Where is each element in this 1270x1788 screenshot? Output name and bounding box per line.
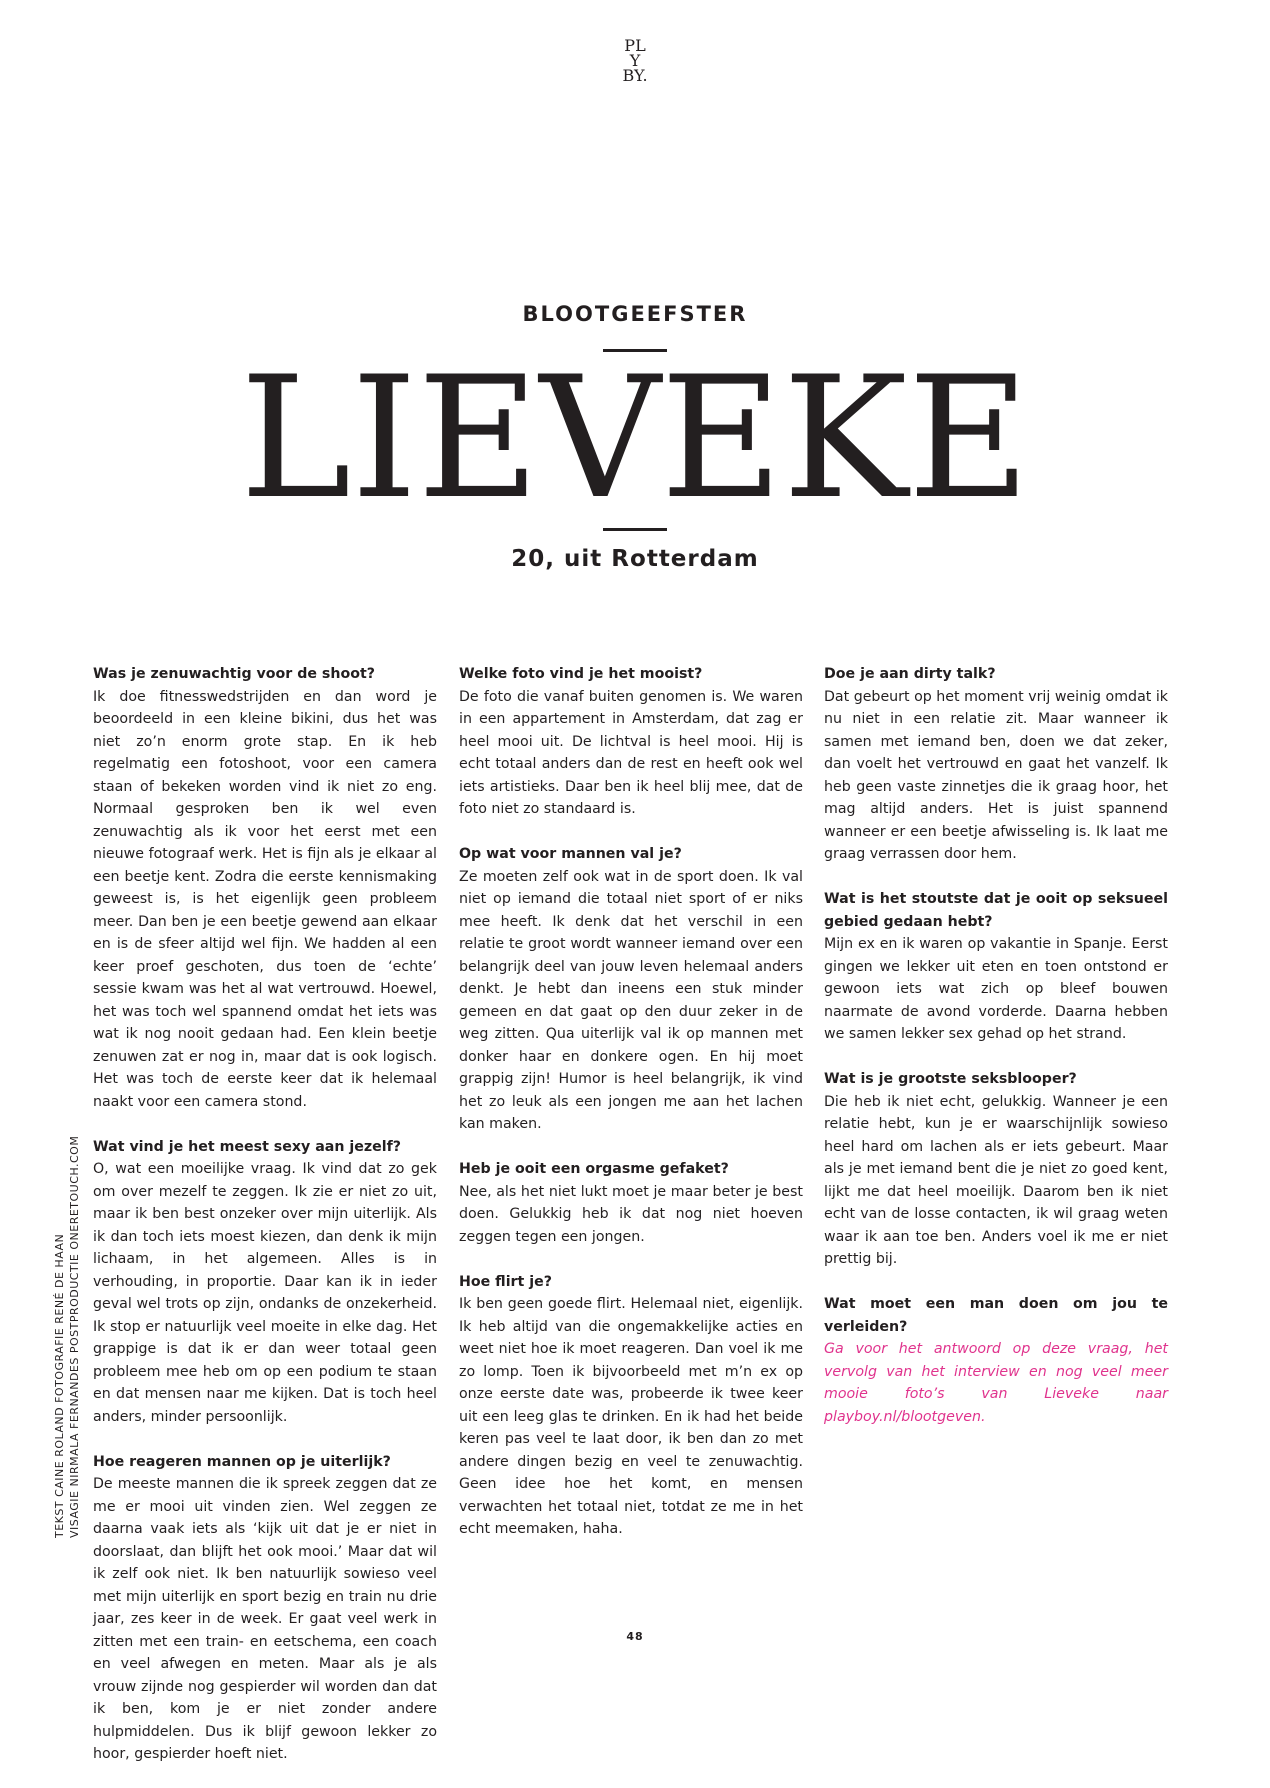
answer: O, wat een moeilijke vraag. Ik vind dat zo gek om over mezelf te zeggen. Ik zie er niet zo uit, maar ik ben best onzeker over mijn uiterlijk. Als ik dan toch iets moest kiezen, dan denk ik mijn lichaam, in het algemeen. Alles is in verhouding, in proportie. Daar kan ik in ieder geval wel trots op zijn, ondanks de onzekerheid. Ik stop er natuurlijk veel moeite in elke dag. Het grappige is dat ik er dan weer totaal geen probleem mee heb om op een podium te staan en dat mensen naar me kijken. Dat is toch heel anders, minder persoonlijk. [93, 1161, 437, 1425]
title-svg [0, 348, 1270, 518]
answer: Nee, als het niet lukt moet je maar beter je best doen. Gelukkig heb ik dat nog niet hoeven zeggen tegen een jongen. [459, 1183, 803, 1245]
qa-block [93, 663, 437, 1113]
page-title [0, 348, 1270, 518]
question: Hoe reageren mannen op je uiterlijk? [93, 1453, 391, 1470]
question: Wat moet een man doen om jou te verleiden? [824, 1296, 1168, 1335]
credits-line-2: VISAGIE NIRMALA FERNANDES POSTPRODUCTIE ONERETOUCH.COM [68, 1135, 81, 1538]
page-subtitle: 20, uit Rotterdam [511, 546, 759, 572]
answer: Ik doe fitnesswedstrijden en dan word je beoordeeld in een kleine bikini, dus het was niet zo’n enorm grote stap. En ik heb regelmatig een fotoshoot, voor een camera staan of bekeken worden vind ik niet zo eng. Normaal gesproken ben ik wel even zenuwachtig als ik voor het eerst met een nieuwe fotograaf werk. Het is fijn als je elkaar al een beetje kent. Zodra die eerste kennismaking geweest is, is het eigenlijk geen probleem meer. Dan ben je een beetje gewend aan elkaar en is de sfeer altijd wel fijn. We hadden al een keer proef geschoten, dus toen de ‘echte’ sessie kwam was het al wat vertrouwd. Hoewel, het was toch wel spannend omdat het iets was wat ik nog nooit gedaan had. Een klein beetje zenuwen zat er nog in, maar dat is ook logisch. Het was toch de eerste keer dat ik helemaal naakt voor een camera stond. [93, 688, 437, 1110]
answer: De meeste mannen die ik spreek zeggen dat ze me er mooi uit vinden zien. Wel zeggen ze daarna vaak iets als ‘kijk uit dat je er niet in doorslaat, dan blijft het ook mooi.’ Maar dat wil ik zelf ook niet. Ik ben natuurlijk sowieso veel met mijn uiterlijk en sport bezig en train nu drie jaar, zes keer in de week. Er gaat veel werk in zitten met een train- en eetschema, een coach en veel afwegen en meten. Maar als je als vrouw zijnde nog gespierder wil worden dan dat ik ben, kom je er niet zonder andere hulpmiddelen. Dus ik blijf gewoon lekker zo hoor, gespierder hoeft niet. [93, 1476, 437, 1762]
qa-block [459, 1158, 803, 1248]
article-column-3 [824, 663, 1168, 1451]
question: Wat is je grootste seksblooper? [824, 1071, 1077, 1087]
answer: Dat gebeurt op het moment vrij weinig omdat ik nu niet in een relatie zit. Maar wanneer ik samen met iemand ben, doen we dat zeker, dan voelt het vertrouwd en gaat het vanzelf. Ik heb geen vaste zinnetjes die ik graag hoor, het mag altijd anders. Het is juist spannend wanneer er een beetje afwisseling is. Ik laat me graag verrassen door hem. [824, 688, 1168, 862]
question: Op wat voor mannen val je? [459, 846, 682, 862]
question: Was je zenuwachtig voor de shoot? [93, 666, 375, 682]
logo-line-3: BY. [622, 66, 648, 85]
question: Doe je aan dirty talk? [824, 666, 996, 682]
question: Hoe flirt je? [459, 1273, 552, 1290]
question: Wat vind je het meest sexy aan jezelf? [93, 1138, 402, 1155]
qa-block [824, 663, 1168, 866]
answer: Die heb ik niet echt, gelukkig. Wanneer je een relatie hebt, kun je er waarschijnlijk sowieso heel hard om lachen als er iets gebeurt. Maar als je met iemand bent die je niet zo goed kent, lijkt me dat heel moeilijk. Daarom ben ik niet echt van de losse contacten, ik wil graag weten waar ik aan toe ben. Anders voel ik me er niet prettig bij. [824, 1093, 1168, 1267]
qa-block [824, 1293, 1168, 1428]
answer: Mijn ex en ik waren op vakantie in Spanje. Eerst gingen we lekker uit eten en toen ontstond er gewoon iets wat zich op bleef bouwen naarmate de avond vorderde. Daarna hebben we samen lekker sex gehad op het strand. [824, 936, 1168, 1042]
qa-block [824, 1068, 1168, 1271]
credits-line-1: TEKST CAINE ROLAND FOTOGRAFIE RENÉ DE HAAN [53, 1233, 66, 1538]
answer-teaser-link[interactable]: Ga voor het antwoord op deze vraag, het vervolg van het interview en nog veel meer mooie foto’s van Lieveke naar playboy.nl/blootgeven. [824, 1341, 1168, 1425]
logo-line-1: PL [624, 36, 646, 55]
question: Welke foto vind je het mooist? [459, 666, 703, 682]
question: Heb je ooit een orgasme gefaket? [459, 1161, 729, 1177]
answer: Ik ben geen goede flirt. Helemaal niet, eigenlijk. Ik heb altijd van die ongemakkelijke acties en weet niet hoe ik moet reageren. Dan voel ik me zo lomp. Toen ik bijvoorbeeld met m’n ex op onze eerste date was, probeerde ik twee keer uit een leeg glas te drinken. En ik had het beide keren pas veel te laat door, ik ben dan zo met andere dingen bezig en veel te zenuwachtig. Geen idee hoe het komt, en mensen verwachten het totaal niet, totdat ze me in het echt meemaken, haha. [459, 1296, 803, 1537]
playboy-logo [617, 38, 653, 83]
qa-block [459, 1271, 803, 1541]
qa-block [824, 888, 1168, 1046]
qa-block [93, 1136, 437, 1429]
qa-block [459, 843, 803, 1136]
kicker: BLOOTGEEFSTER [522, 302, 748, 326]
qa-block [93, 1451, 437, 1766]
page-number: 48 [626, 1630, 644, 1643]
title-text: LIEVEKE [240, 348, 1030, 518]
article-column-2 [459, 663, 803, 1563]
article-column-1 [93, 663, 437, 1788]
photo-credits [52, 1008, 86, 1538]
question: Wat is het stoutste dat je ooit op seksueel gebied gedaan hebt? [824, 891, 1168, 930]
answer: Ze moeten zelf ook wat in de sport doen. Ik val niet op iemand die totaal niet sport of er niks mee heeft. Ik denk dat het verschil in een relatie te groot wordt wanneer iemand over een belangrijk deel van jouw leven helemaal anders denkt. Je hebt dan ineens een stuk minder gemeen en dat gaat op den duur zeker in de weg zitten. Qua uiterlijk val ik op mannen met donker haar en donkere ogen. En hij moet grappig zijn! Humor is heel belangrijk, ik vind het zo leuk als een jongen me aan het lachen kan maken. [459, 868, 803, 1132]
qa-block [459, 663, 803, 821]
title-rule-bottom [603, 528, 667, 531]
logo-line-2: Y [629, 51, 641, 70]
answer: De foto die vanaf buiten genomen is. We waren in een appartement in Amsterdam, dat zag er heel mooi uit. De lichtval is heel mooi. Hij is echt totaal anders dan de rest en heeft ook wel iets artistieks. Daar ben ik heel blij mee, dat de foto niet zo standaard is. [459, 688, 803, 817]
